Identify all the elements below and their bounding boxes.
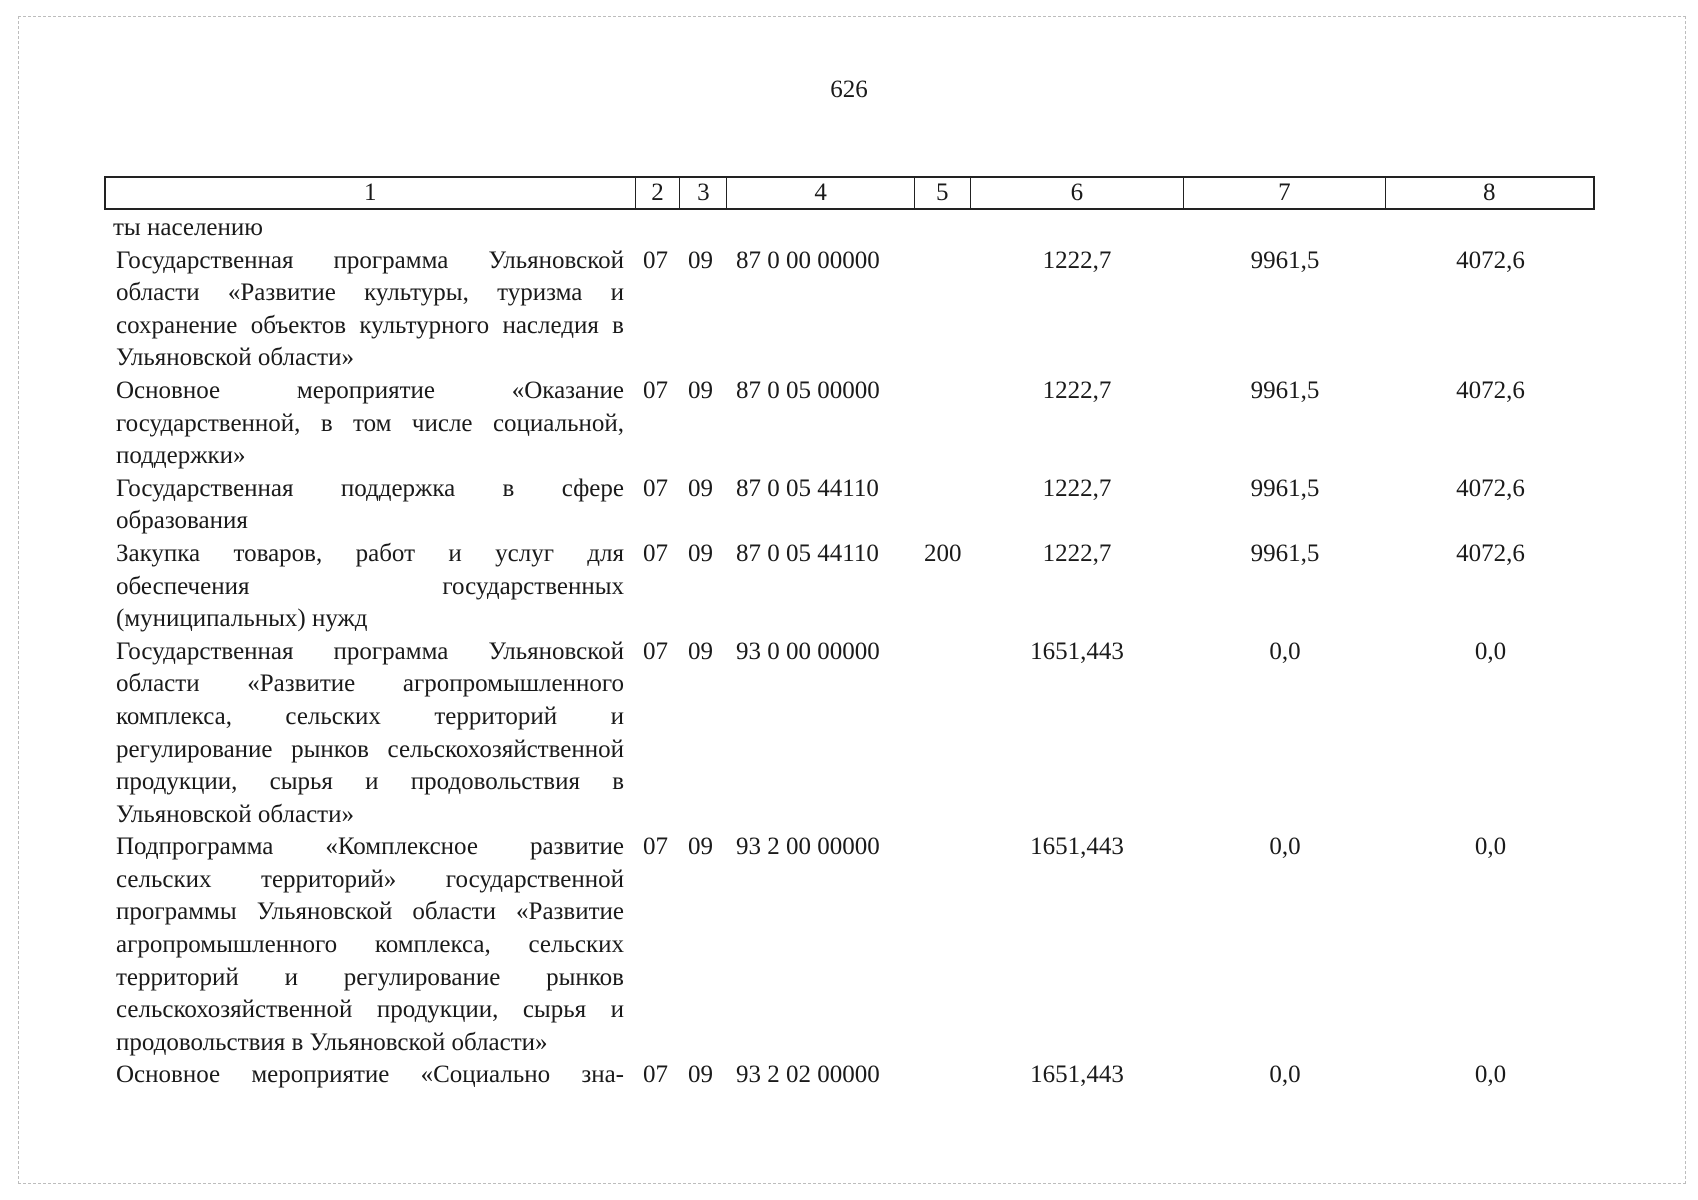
row-amount-8: 0,0 — [1474, 637, 1507, 665]
row-amount-7: 9961,5 — [1250, 376, 1320, 404]
row-amount-6: 1222,7 — [1042, 539, 1112, 567]
row-amount-7: 0,0 — [1269, 1061, 1301, 1089]
row-subsection: 09 — [688, 474, 713, 502]
row-name: Государственная программа Ульяновской области «Развитие культуры, туризма и сохранение объектов культурного наследия в Ульяновской области» — [116, 246, 624, 372]
table-row — [0, 375, 1698, 473]
table-row — [0, 1059, 1698, 1092]
header-cell-2: 2 — [636, 178, 681, 208]
row-expense-type: 200 — [924, 539, 962, 567]
table-row — [0, 538, 1698, 636]
header-cell-5: 5 — [915, 178, 971, 208]
row-subsection: 09 — [688, 833, 713, 861]
row-target-code: 93 2 02 00000 — [736, 1061, 880, 1089]
row-target-code: 93 2 00 00000 — [736, 833, 880, 861]
row-amount-8: 4072,6 — [1456, 474, 1525, 502]
row-section: 07 — [643, 1061, 668, 1089]
row-amount-6: 1651,443 — [1030, 1061, 1124, 1089]
row-section: 07 — [643, 376, 668, 404]
row-target-code: 87 0 00 00000 — [736, 246, 880, 274]
row-amount-7: 9961,5 — [1250, 539, 1320, 567]
row-name: Основное мероприятие «Оказание государственной, в том числе социальной, поддержки» — [116, 376, 624, 470]
row-subsection: 09 — [688, 246, 713, 274]
row-section: 07 — [643, 539, 668, 567]
row-amount-8: 0,0 — [1474, 833, 1507, 861]
table-row — [0, 636, 1698, 832]
header-cell-3: 3 — [680, 178, 727, 208]
row-amount-8: 0,0 — [1474, 1061, 1507, 1089]
row-amount-8: 4072,6 — [1456, 246, 1525, 274]
header-cell-1: 1 — [106, 178, 636, 208]
row-section: 07 — [643, 637, 668, 665]
row-section: 07 — [643, 833, 668, 861]
page-number: 626 — [830, 76, 868, 103]
row-amount-6: 1222,7 — [1042, 246, 1112, 274]
row-name: ты населению — [113, 214, 263, 241]
table-header — [104, 176, 1595, 210]
row-amount-7: 0,0 — [1269, 637, 1301, 665]
row-name: Государственная поддержка в сфере образования — [116, 474, 624, 535]
row-target-code: 87 0 05 00000 — [736, 376, 880, 404]
header-cell-6: 6 — [971, 178, 1184, 208]
row-amount-8: 4072,6 — [1456, 376, 1525, 404]
row-amount-7: 9961,5 — [1250, 474, 1320, 502]
table-row — [0, 212, 1698, 245]
row-amount-7: 0,0 — [1269, 833, 1301, 861]
row-section: 07 — [643, 474, 668, 502]
row-name: Государственная программа Ульяновской области «Развитие агропромышленного комплекса, сельских территорий и регулирование рынков сельскохозяйственной продукции, сырья и продовольствия в Ульяновской области» — [116, 637, 624, 828]
row-name: Закупка товаров, работ и услуг для обеспечения государственных (муниципальных) нужд — [116, 539, 624, 633]
row-amount-6: 1222,7 — [1042, 474, 1112, 502]
header-cell-8: 8 — [1483, 179, 1496, 206]
row-section: 07 — [643, 246, 668, 274]
table-row — [0, 831, 1698, 1059]
row-amount-6: 1222,7 — [1042, 376, 1112, 404]
row-amount-6: 1651,443 — [1030, 637, 1124, 665]
table-row — [0, 245, 1698, 375]
header-cell-7: 7 — [1184, 178, 1385, 208]
row-subsection: 09 — [688, 1061, 713, 1089]
row-subsection: 09 — [688, 539, 713, 567]
row-amount-8: 4072,6 — [1456, 539, 1525, 567]
row-name: Подпрограмма «Комплексное развитие сельских территорий» государственной программы Ульяновской области «Развитие агропромышленного комплекса, сельских территорий и регулирование рынков сельскохозяйственной продукции, сырья и продовольствия в Ульяновской области» — [116, 833, 624, 1056]
row-amount-6: 1651,443 — [1030, 833, 1124, 861]
row-target-code: 93 0 00 00000 — [736, 637, 880, 665]
header-cell-4: 4 — [727, 178, 915, 208]
row-target-code: 87 0 05 44110 — [736, 539, 879, 567]
row-amount-7: 9961,5 — [1250, 246, 1320, 274]
row-target-code: 87 0 05 44110 — [736, 474, 879, 502]
row-name: Основное мероприятие «Социально зна- — [116, 1061, 624, 1089]
row-subsection: 09 — [688, 376, 713, 404]
table-row — [0, 473, 1698, 538]
row-subsection: 09 — [688, 637, 713, 665]
table-body — [0, 212, 1698, 1092]
